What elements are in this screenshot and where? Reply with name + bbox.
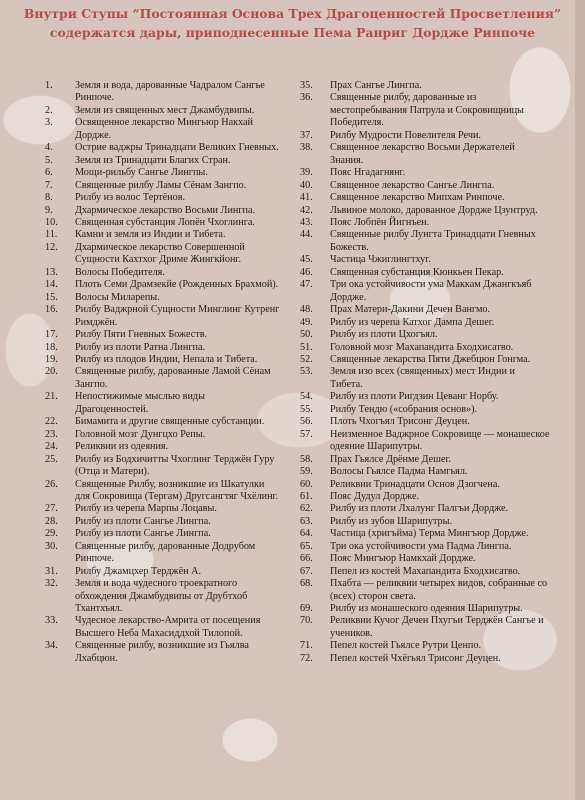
item-number: 1.: [45, 80, 53, 91]
list-item: [45, 615, 280, 640]
item-text: Камни и земля из Индии и Тибета.: [75, 229, 226, 241]
item-text: Рилбу из зубов Шарипутры.: [330, 515, 453, 527]
item-text: Волосы Миларепы.: [75, 291, 160, 303]
item-number: 16.: [45, 304, 58, 316]
item-text: Пепел костей Чхёгьял Трисонг Деуцен.: [330, 652, 501, 664]
item-number: 23.: [45, 428, 58, 440]
list-item: [300, 229, 550, 254]
item-text: Острие ваджры Тринадцати Великих Гневных.: [75, 142, 279, 154]
item-text: Рилбу из монашеского одеяния Шарипутры.: [330, 603, 523, 615]
item-number: 14.: [45, 279, 58, 291]
list-item: [300, 404, 550, 416]
item-number: 36.: [300, 92, 313, 104]
list-item: [45, 503, 280, 515]
left-column-list: [45, 80, 280, 665]
item-number: 46.: [300, 266, 313, 278]
item-number: 66.: [300, 553, 313, 565]
right-column-list: [300, 80, 550, 665]
item-text: Рилбу Тендю («собрания основ»).: [330, 403, 478, 415]
item-text: Священные рилбу, возникшие из Гьялва Лхабцюн.: [75, 640, 249, 664]
item-number: 55.: [300, 403, 313, 415]
item-text: Рилбу Ваджрной Сущности Минглинг Кутренг Римджён.: [75, 304, 280, 328]
item-number: 24.: [45, 441, 58, 453]
list-item: [300, 180, 550, 192]
item-number: 44.: [300, 229, 313, 241]
item-text: Рилбу Мудрости Повелителя Речи.: [330, 129, 481, 141]
item-number: 57.: [300, 428, 313, 440]
item-number: 5.: [45, 154, 53, 166]
item-text: Пояс Лобпён Йигнъен.: [330, 216, 430, 228]
item-text: Три ока устойчивости ума Падма Лингпа.: [330, 540, 512, 552]
item-number: 32.: [45, 578, 58, 590]
item-text: Бимамита и другие священные субстанции.: [75, 416, 265, 428]
list-item: [300, 391, 550, 403]
list-item: [45, 242, 280, 267]
item-text: Священные рилбу Ламы Сёнам Зангпо.: [75, 179, 247, 191]
list-item: [45, 541, 280, 566]
list-item: [300, 528, 550, 540]
list-item: [45, 429, 280, 441]
item-text: Рилбу из плоти Лхалунг Палгъи Дордже.: [330, 503, 509, 515]
list-item: [45, 416, 280, 428]
item-number: 70.: [300, 615, 313, 627]
list-item: [300, 615, 550, 640]
list-item: [300, 653, 550, 665]
list-item: [45, 192, 280, 204]
item-number: 26.: [45, 478, 58, 490]
item-number: 50.: [300, 329, 313, 341]
item-text: Три ока устойчивости ума Маккам Джангкъяб Дордже.: [330, 279, 532, 303]
item-text: Священные лекарства Пяти Джебцюн Гонгма.: [330, 353, 531, 365]
list-item: [45, 267, 280, 279]
item-text: Реликвии Тринадцати Основ Дзогчена.: [330, 478, 500, 490]
item-number: 64.: [300, 528, 313, 540]
item-number: 51.: [300, 341, 313, 353]
item-text: Священное лекарство Сангье Лингпа.: [330, 179, 495, 191]
list-item: [300, 205, 550, 217]
item-text: Пояс Дудул Дордже.: [330, 490, 420, 502]
item-text: Рилбу из плоти Ратна Лингпа.: [75, 341, 206, 353]
item-number: 67.: [300, 565, 313, 577]
list-item: [45, 578, 280, 615]
list-item: [45, 105, 280, 117]
list-item: [300, 503, 550, 515]
item-number: 40.: [300, 179, 313, 191]
list-item: [300, 416, 550, 428]
item-text: Рилбу Джамцхер Терджён А.: [75, 565, 202, 577]
item-number: 38.: [300, 142, 313, 154]
item-text: Головной мозг Махапандита Бходхисатво.: [330, 341, 514, 353]
item-text: Земля из священных мест Джамбудвипы.: [75, 104, 255, 116]
item-text: Дхармическое лекарство Восьми Лингпа.: [75, 204, 256, 216]
item-text: Дхармическое лекарство Совершенной Сущности Кахтхог Дриме Жингкйонг.: [75, 241, 245, 266]
list-item: [45, 528, 280, 540]
item-text: Рилбу из Бодхичитты Чхоглинг Терджён Гуру (Отца и Матери).: [75, 453, 275, 478]
item-number: 60.: [300, 478, 313, 490]
list-item: [300, 466, 550, 478]
list-item: [300, 192, 550, 204]
item-number: 49.: [300, 316, 313, 328]
list-item: [300, 566, 550, 578]
item-text: Пхабта — реликвии четырех видов, собранные со (всех) сторон света.: [330, 578, 548, 602]
item-text: Реликвии из одеяния.: [75, 441, 169, 453]
item-text: Земля и вода чудесного троекратного обхождения Джамбудвипы от Друбтхоб Тхантхъял.: [75, 578, 248, 615]
list-item: [300, 578, 550, 603]
list-item: [300, 603, 550, 615]
item-number: 61.: [300, 490, 313, 502]
item-number: 18.: [45, 341, 58, 353]
item-number: 21.: [45, 391, 58, 403]
item-text: Рилбу из плоти Сангье Лингпа.: [75, 528, 211, 540]
item-text: Священные рилбу Лунгта Тринадцати Гневных Божеств.: [330, 229, 536, 253]
list-item: [45, 354, 280, 366]
item-text: Пояс Мингъюр Намкхай Дордже.: [330, 553, 476, 565]
list-item: [45, 180, 280, 192]
item-number: 17.: [45, 329, 58, 341]
item-text: Частица Чжиглингтхуг.: [330, 254, 431, 266]
item-text: Рилбу из волос Тертёнов.: [75, 192, 186, 204]
item-number: 8.: [45, 192, 53, 204]
item-text: Прах Гьялсе Дрёнме Дешег.: [330, 453, 452, 465]
list-item: [45, 640, 280, 665]
item-number: 22.: [45, 416, 58, 428]
item-number: 30.: [45, 540, 58, 552]
item-number: 7.: [45, 179, 53, 191]
item-number: 15.: [45, 291, 58, 303]
item-text: Волосы Победителя.: [75, 266, 165, 278]
item-text: Земля и вода, дарованные Чадралом Сангье Ринпоче.: [75, 80, 265, 104]
list-item: [45, 304, 280, 329]
list-item: [45, 441, 280, 453]
list-item: [45, 479, 280, 504]
item-number: 12.: [45, 241, 58, 253]
list-item: [45, 329, 280, 341]
item-number: 59.: [300, 466, 313, 478]
item-number: 4.: [45, 142, 53, 154]
item-text: Священные рилбу, дарованные Ламой Сёнам Зангпо.: [75, 366, 271, 390]
item-text: Рилбу из плоти Сангье Лингпа.: [75, 515, 211, 527]
list-item: [300, 454, 550, 466]
item-number: 62.: [300, 503, 313, 515]
list-item: [45, 229, 280, 241]
list-item: [300, 479, 550, 491]
item-number: 45.: [300, 254, 313, 266]
item-number: 9.: [45, 204, 53, 216]
item-number: 37.: [300, 129, 313, 141]
list-item: [45, 342, 280, 354]
item-text: Мощи-рильбу Сангье Лингпы.: [75, 167, 208, 179]
item-text: Священные рилбу, дарованные из местопребывания Патрула и Сокровищницы Победителя.: [330, 92, 524, 129]
item-text: Плоть Чхогъял Трисонг Деуцен.: [330, 416, 470, 428]
item-text: Рилбу из черепа Марпы Лоцавы.: [75, 503, 217, 515]
list-item: [45, 205, 280, 217]
list-item: [300, 553, 550, 565]
item-number: 13.: [45, 266, 58, 278]
list-item: [45, 80, 280, 105]
item-number: 39.: [300, 167, 313, 179]
item-number: 34.: [45, 640, 58, 652]
item-number: 42.: [300, 204, 313, 216]
item-number: 71.: [300, 640, 313, 652]
list-item: [45, 292, 280, 304]
list-item: [300, 254, 550, 266]
item-text: Плоть Семи Драмзекйе (Рожденных Брахмой).: [75, 279, 279, 291]
list-item: [45, 155, 280, 167]
list-item: [300, 279, 550, 304]
list-item: [45, 454, 280, 479]
list-item: [300, 429, 550, 454]
list-item: [45, 516, 280, 528]
item-text: Прах Матери-Дакини Дечен Вангмо.: [330, 304, 491, 316]
item-text: Пояс Нгадагнянг.: [330, 167, 406, 179]
item-number: 65.: [300, 540, 313, 552]
list-item: [300, 366, 550, 391]
item-number: 2.: [45, 104, 53, 116]
item-number: 68.: [300, 578, 313, 590]
item-text: Рилбу из плодов Индии, Непала и Тибета.: [75, 353, 258, 365]
item-number: 29.: [45, 528, 58, 540]
item-text: Священное лекарство Мипхам Ринпоче.: [330, 192, 505, 204]
item-number: 28.: [45, 515, 58, 527]
item-text: Земля изо всех (священных) мест Индии и Тибета.: [330, 366, 515, 390]
item-number: 72.: [300, 652, 313, 664]
item-text: Пепел костей Гьялсе Рутри Ценпо.: [330, 640, 481, 652]
list-item: [45, 217, 280, 229]
list-item: [45, 167, 280, 179]
page-title: Внутри Ступы “Постоянная Основа Трех Драгоценностей Просветления” содержатся дары, приподнесенные Пема Ранриг Дордже Ринпоче: [23, 6, 562, 40]
list-item: [300, 342, 550, 354]
list-item: [45, 566, 280, 578]
list-item: [300, 80, 550, 92]
item-number: 19.: [45, 353, 58, 365]
list-item: [300, 217, 550, 229]
item-number: 63.: [300, 515, 313, 527]
item-text: Головной мозг Дунгцхо Репы.: [75, 428, 206, 440]
item-text: Священная субстанция Лопён Чхоглинга.: [75, 216, 255, 228]
item-number: 31.: [45, 565, 58, 577]
item-number: 20.: [45, 366, 58, 378]
list-item: [300, 167, 550, 179]
list-item: [300, 329, 550, 341]
item-number: 33.: [45, 615, 58, 627]
list-item: [300, 640, 550, 652]
item-text: Рилбу из черепа Катхог Дампа Дешег.: [330, 316, 495, 328]
list-item: [300, 516, 550, 528]
item-number: 41.: [300, 192, 313, 204]
item-text: Освященное лекарство Мингьюр Накхай Дордже.: [75, 117, 253, 141]
list-item: [45, 366, 280, 391]
item-text: Священные рилбу, дарованные Додрубом Ринпоче.: [75, 540, 256, 565]
list-item: [300, 541, 550, 553]
item-text: Львиное молоко, дарованное Дордже Цзунтруд.: [330, 204, 538, 216]
list-item: [300, 491, 550, 503]
item-number: 54.: [300, 391, 313, 403]
item-text: Неизменное Ваджрное Сокровище — монашеское одеяние Шарипутры.: [330, 428, 550, 453]
item-number: 53.: [300, 366, 313, 378]
item-text: Прах Сангье Лингпа.: [330, 80, 422, 91]
list-item: [300, 354, 550, 366]
item-text: Рилбу из плоти Ригдзин Цеванг Норбу.: [330, 391, 499, 403]
list-item: [300, 142, 550, 167]
item-text: Священная субстанция Кюнкьен Пекар.: [330, 266, 504, 278]
list-item: [45, 117, 280, 142]
item-number: 3.: [45, 117, 53, 129]
item-number: 25.: [45, 453, 58, 465]
item-text: Реликвии Кучог Дечен Пхугъи Терджён Сангье и учеников.: [330, 615, 544, 639]
list-item: [45, 142, 280, 154]
right-edge-stripe: [575, 0, 585, 800]
item-number: 35.: [300, 80, 313, 91]
item-text: Чудесное лекарство-Амрита от посещения Высшего Неба Махасиддхой Тилопой.: [75, 615, 261, 639]
item-number: 69.: [300, 603, 313, 615]
item-text: Земля из Тринадцати Благих Стран.: [75, 154, 231, 166]
item-text: Частица (хригъйма) Терма Мингъюр Дордже.: [330, 528, 529, 540]
item-number: 10.: [45, 216, 58, 228]
item-number: 48.: [300, 304, 313, 316]
item-number: 47.: [300, 279, 313, 291]
item-number: 27.: [45, 503, 58, 515]
list-item: [300, 92, 550, 129]
list-item: [45, 391, 280, 416]
item-number: 11.: [45, 229, 58, 241]
list-item: [300, 317, 550, 329]
item-text: Непостижимые мыслью виды Драгоценностей.: [75, 391, 205, 415]
item-text: Священное лекарство Восьми Держателей Знания.: [330, 142, 515, 166]
item-number: 43.: [300, 216, 313, 228]
item-number: 58.: [300, 453, 313, 465]
list-item: [300, 130, 550, 142]
item-number: 56.: [300, 416, 313, 428]
item-text: Волосы Гьялсе Падма Намгьял.: [330, 466, 468, 478]
list-item: [45, 279, 280, 291]
item-number: 52.: [300, 353, 313, 365]
item-text: Пепел из костей Махапандита Бходхисатво.: [330, 565, 521, 577]
list-item: [300, 267, 550, 279]
item-text: Рилбу Пяти Гневных Божеств.: [75, 329, 208, 341]
item-text: Рилбу из плоти Цхогъял.: [330, 329, 438, 341]
item-number: 6.: [45, 167, 53, 179]
list-item: [300, 304, 550, 316]
item-text: Священные Рилбу, возникшие из Шкатулки для Сокровища (Тергам) Другсангтяг Чхёлинг.: [75, 478, 279, 502]
